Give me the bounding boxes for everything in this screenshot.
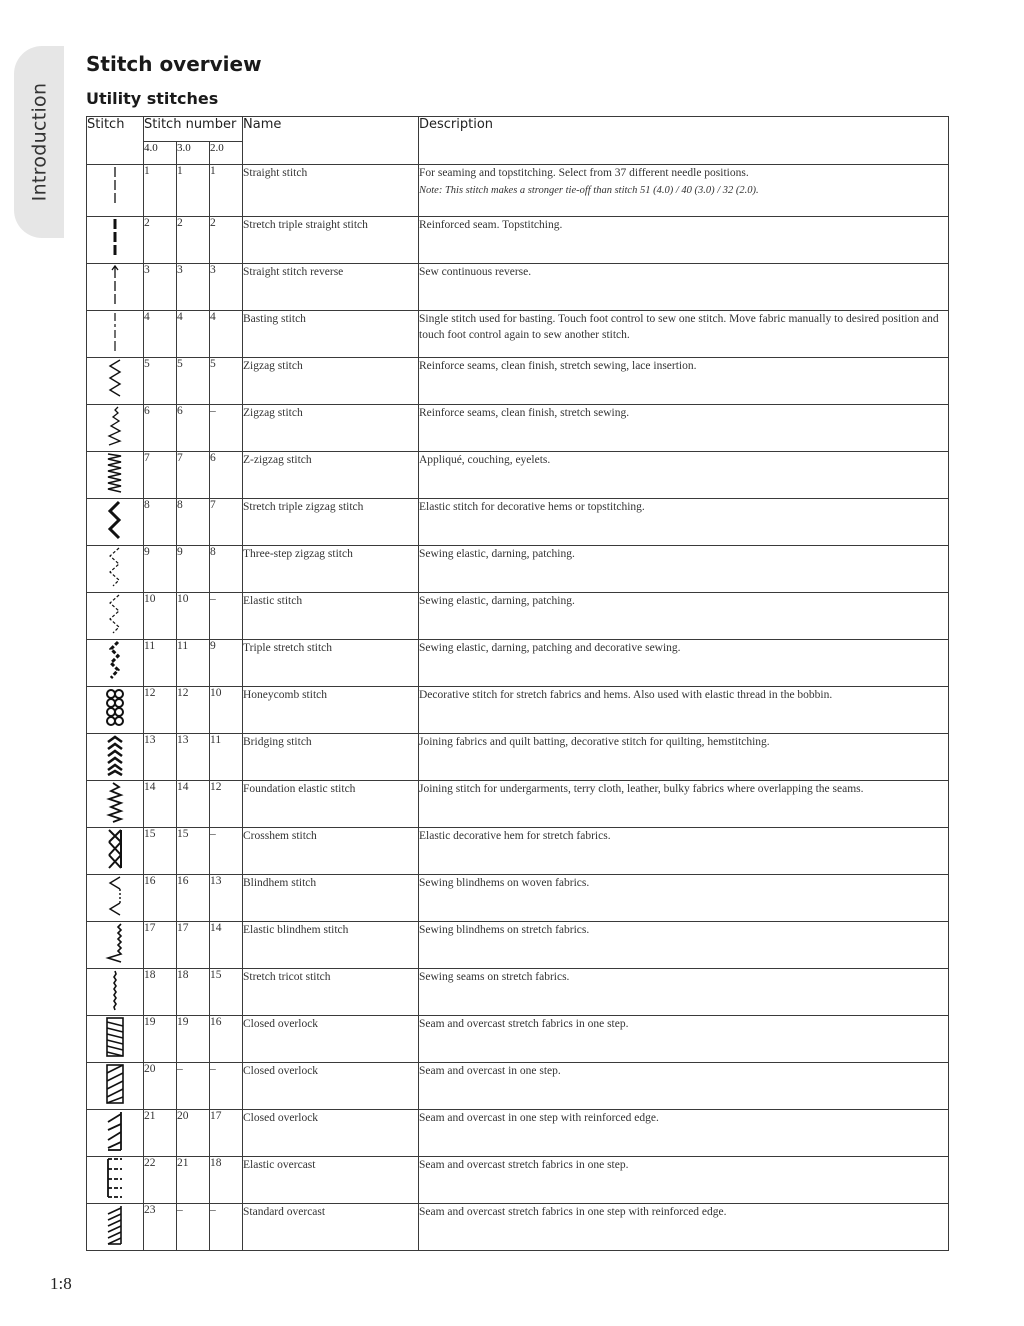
z-zigzag-stitch-icon	[105, 485, 125, 497]
stitch-number-3-0: 1	[177, 165, 210, 217]
table-row	[87, 311, 949, 358]
elastic-blindhem-stitch-icon	[105, 955, 125, 967]
stitch-description-cell	[419, 593, 949, 640]
page-title: Stitch overview	[86, 52, 262, 76]
stitch-number-4-0: 16	[144, 875, 177, 922]
stitch-description: Appliqué, couching, eyelets.	[419, 454, 551, 466]
stitch-name: Closed overlock	[243, 1110, 419, 1157]
stitch-number-4-0: 5	[144, 358, 177, 405]
stitch-name: Bridging stitch	[243, 734, 419, 781]
table-row	[87, 1110, 949, 1157]
table-row	[87, 969, 949, 1016]
table-row	[87, 452, 949, 499]
stitch-number-2-0: 1	[210, 165, 243, 217]
stitch-number-3-0: 15	[177, 828, 210, 875]
stitch-number-4-0: 13	[144, 734, 177, 781]
stitch-description-cell	[419, 165, 949, 217]
stitch-icon-cell	[87, 165, 144, 217]
stitch-icon-cell	[87, 1204, 144, 1251]
stitch-number-4-0: 2	[144, 217, 177, 264]
stitch-name: Elastic overcast	[243, 1157, 419, 1204]
stitch-number-3-0: –	[177, 1204, 210, 1251]
stitch-number-2-0: 16	[210, 1016, 243, 1063]
stitch-description: Reinforce seams, clean finish, stretch sewing, lace insertion.	[419, 360, 697, 372]
stitch-number-4-0: 22	[144, 1157, 177, 1204]
straight-stitch-reverse-icon	[105, 297, 125, 309]
stitch-number-2-0: –	[210, 828, 243, 875]
table-row	[87, 264, 949, 311]
stitch-icon-cell	[87, 687, 144, 734]
stitch-description-cell	[419, 734, 949, 781]
stitch-description: Elastic decorative hem for stretch fabrics.	[419, 830, 611, 842]
stitch-number-3-0: 9	[177, 546, 210, 593]
table-row	[87, 499, 949, 546]
stitch-number-3-0: 7	[177, 452, 210, 499]
stitch-icon-cell	[87, 546, 144, 593]
stitch-icon-cell	[87, 640, 144, 687]
stitch-number-2-0: 12	[210, 781, 243, 828]
stitch-number-2-0: –	[210, 405, 243, 452]
stitch-number-3-0: 5	[177, 358, 210, 405]
zigzag-stitch-icon	[105, 391, 125, 403]
stitch-number-4-0: 20	[144, 1063, 177, 1110]
stitch-icon-cell	[87, 922, 144, 969]
stitch-icon-cell	[87, 452, 144, 499]
stitch-name: Elastic stitch	[243, 593, 419, 640]
stitch-icon-cell	[87, 311, 144, 358]
stitch-description: Reinforced seam. Topstitching.	[419, 219, 563, 231]
stitch-description-cell	[419, 358, 949, 405]
stitch-number-3-0: –	[177, 1063, 210, 1110]
stitch-number-2-0: –	[210, 593, 243, 640]
stitch-icon-cell	[87, 499, 144, 546]
stitch-number-2-0: 7	[210, 499, 243, 546]
stitch-description: Reinforce seams, clean finish, stretch sewing.	[419, 407, 630, 419]
stretch-triple-zigzag-icon	[105, 532, 125, 544]
table-row	[87, 593, 949, 640]
stitch-name: Zigzag stitch	[243, 358, 419, 405]
stitch-description-cell	[419, 405, 949, 452]
three-step-zigzag-icon	[105, 579, 125, 591]
stitch-name: Foundation elastic stitch	[243, 781, 419, 828]
stitch-number-2-0: –	[210, 1204, 243, 1251]
stitch-number-3-0: 4	[177, 311, 210, 358]
stitch-icon-cell	[87, 734, 144, 781]
stitch-note: Note: This stitch makes a stronger tie-off than stitch 51 (4.0) / 40 (3.0) / 32 (2.0).	[419, 185, 759, 196]
stitch-number-4-0: 21	[144, 1110, 177, 1157]
stitch-name: Crosshem stitch	[243, 828, 419, 875]
stitch-name: Three-step zigzag stitch	[243, 546, 419, 593]
stitch-icon-cell	[87, 1063, 144, 1110]
side-tab-text: Introduction	[28, 82, 51, 202]
stitch-icon-cell	[87, 358, 144, 405]
stitch-number-4-0: 10	[144, 593, 177, 640]
table-row	[87, 405, 949, 452]
stitch-number-2-0: 17	[210, 1110, 243, 1157]
stitch-number-4-0: 6	[144, 405, 177, 452]
table-row	[87, 358, 949, 405]
stitch-name: Triple stretch stitch	[243, 640, 419, 687]
table-row	[87, 217, 949, 264]
stitch-icon-cell	[87, 1157, 144, 1204]
stitch-icon-cell	[87, 1016, 144, 1063]
stitch-icon-cell	[87, 781, 144, 828]
crosshem-stitch-icon	[105, 861, 125, 873]
header-stitch: Stitch	[87, 117, 144, 165]
header-description: Description	[419, 117, 949, 165]
table-row	[87, 1204, 949, 1251]
stitch-number-4-0: 14	[144, 781, 177, 828]
stitch-description: For seaming and topstitching. Select from 37 different needle positions.	[419, 167, 749, 179]
stitch-description-cell	[419, 546, 949, 593]
stitch-description-cell	[419, 264, 949, 311]
stitch-description-cell	[419, 1063, 949, 1110]
stitch-number-4-0: 23	[144, 1204, 177, 1251]
stitch-number-4-0: 19	[144, 1016, 177, 1063]
stitch-name: Basting stitch	[243, 311, 419, 358]
bridging-stitch-icon	[105, 767, 125, 779]
table-row	[87, 687, 949, 734]
stitch-name: Closed overlock	[243, 1016, 419, 1063]
stitch-number-2-0: 10	[210, 687, 243, 734]
stitch-icon-cell	[87, 217, 144, 264]
stitch-icon-cell	[87, 405, 144, 452]
stitch-number-4-0: 9	[144, 546, 177, 593]
stitch-description-cell	[419, 969, 949, 1016]
stitch-description: Sewing seams on stretch fabrics.	[419, 971, 570, 983]
stitch-number-2-0: 9	[210, 640, 243, 687]
stitch-number-3-0: 12	[177, 687, 210, 734]
stitch-number-3-0: 17	[177, 922, 210, 969]
stitch-number-3-0: 2	[177, 217, 210, 264]
stitch-number-3-0: 11	[177, 640, 210, 687]
header-stitch-number: Stitch number	[144, 117, 243, 142]
stitch-number-4-0: 4	[144, 311, 177, 358]
stitch-icon-cell	[87, 828, 144, 875]
stitch-number-3-0: 20	[177, 1110, 210, 1157]
stitch-name: Blindhem stitch	[243, 875, 419, 922]
stitch-description-cell	[419, 828, 949, 875]
stitch-number-3-0: 10	[177, 593, 210, 640]
stitch-description: Sewing blindhems on woven fabrics.	[419, 877, 590, 889]
stitch-number-3-0: 3	[177, 264, 210, 311]
stitch-number-3-0: 13	[177, 734, 210, 781]
stitch-number-4-0: 15	[144, 828, 177, 875]
stitch-number-2-0: 13	[210, 875, 243, 922]
stitch-icon-cell	[87, 969, 144, 1016]
stitch-description: Sewing blindhems on stretch fabrics.	[419, 924, 590, 936]
table-row	[87, 1063, 949, 1110]
stitch-number-2-0: 14	[210, 922, 243, 969]
table-row	[87, 165, 949, 217]
stitch-number-4-0: 7	[144, 452, 177, 499]
stitch-name: Zigzag stitch	[243, 405, 419, 452]
stitch-number-2-0: –	[210, 1063, 243, 1110]
stitch-name: Standard overcast	[243, 1204, 419, 1251]
stretch-tricot-stitch-icon	[105, 1002, 125, 1014]
stitch-description: Elastic stitch for decorative hems or topstitching.	[419, 501, 645, 513]
stitch-description: Sewing elastic, darning, patching.	[419, 548, 575, 560]
stitch-description: Sewing elastic, darning, patching.	[419, 595, 575, 607]
stitch-number-2-0: 15	[210, 969, 243, 1016]
table-row	[87, 1157, 949, 1204]
stitch-number-2-0: 11	[210, 734, 243, 781]
page-number: 1:8	[50, 1274, 72, 1293]
stitch-number-4-0: 11	[144, 640, 177, 687]
table-row	[87, 1016, 949, 1063]
stitch-number-4-0: 8	[144, 499, 177, 546]
stitch-number-2-0: 18	[210, 1157, 243, 1204]
stitch-description: Seam and overcast in one step with reinforced edge.	[419, 1112, 659, 1124]
stitch-number-2-0: 3	[210, 264, 243, 311]
stitch-number-4-0: 17	[144, 922, 177, 969]
header-version-4-0: 4.0	[144, 142, 177, 165]
stitch-description-cell	[419, 687, 949, 734]
header-version-2-0: 2.0	[210, 142, 243, 165]
stitch-description: Seam and overcast stretch fabrics in one step.	[419, 1018, 629, 1030]
stitch-icon-cell	[87, 1110, 144, 1157]
stitch-description: Single stitch used for basting. Touch foot control to sew one stitch. Move fabric manually to desired position and touch foot control again to sew another stitch.	[419, 313, 939, 341]
stitch-name: Straight stitch	[243, 165, 419, 217]
table-row	[87, 640, 949, 687]
stitch-description-cell	[419, 452, 949, 499]
stitch-number-4-0: 3	[144, 264, 177, 311]
stretch-triple-straight-stitch-icon	[105, 248, 125, 260]
stitch-description-cell	[419, 1016, 949, 1063]
stitch-description: Decorative stitch for stretch fabrics and hems. Also used with elastic thread in the bobbin.	[419, 689, 833, 701]
closed-overlock-a-icon	[104, 1049, 126, 1061]
stitch-number-4-0: 18	[144, 969, 177, 1016]
stitch-description-cell	[419, 311, 949, 358]
closed-overlock-b-icon	[104, 1096, 126, 1108]
stitch-number-3-0: 8	[177, 499, 210, 546]
stitch-description-cell	[419, 217, 949, 264]
stitch-number-2-0: 5	[210, 358, 243, 405]
stitch-icon-cell	[87, 875, 144, 922]
stitch-description: Seam and overcast in one step.	[419, 1065, 561, 1077]
stitch-name: Stretch triple straight stitch	[243, 217, 419, 264]
stitch-number-2-0: 2	[210, 217, 243, 264]
table-row	[87, 922, 949, 969]
stitch-description: Sewing elastic, darning, patching and decorative sewing.	[419, 642, 681, 654]
header-version-3-0: 3.0	[177, 142, 210, 165]
stitch-name: Closed overlock	[243, 1063, 419, 1110]
utility-stitches-table	[86, 116, 949, 1251]
stitch-description-cell	[419, 640, 949, 687]
blindhem-stitch-icon	[105, 908, 125, 920]
table-row	[87, 546, 949, 593]
stitch-number-4-0: 1	[144, 165, 177, 217]
table-row	[87, 781, 949, 828]
straight-stitch-icon	[105, 196, 125, 208]
elastic-stitch-icon	[105, 626, 125, 638]
table-row	[87, 875, 949, 922]
stitch-description-cell	[419, 781, 949, 828]
stitch-number-3-0: 21	[177, 1157, 210, 1204]
stitch-description-cell	[419, 922, 949, 969]
foundation-elastic-stitch-icon	[105, 814, 125, 826]
stitch-description: Seam and overcast stretch fabrics in one step with reinforced edge.	[419, 1206, 727, 1218]
stitch-description-cell	[419, 875, 949, 922]
stitch-description: Joining stitch for undergarments, terry cloth, leather, bulky fabrics where overlapping the seams.	[419, 783, 864, 795]
stitch-icon-cell	[87, 264, 144, 311]
stitch-number-2-0: 4	[210, 311, 243, 358]
stitch-number-2-0: 8	[210, 546, 243, 593]
table-row	[87, 734, 949, 781]
stitch-icon-cell	[87, 593, 144, 640]
section-title: Utility stitches	[86, 89, 219, 108]
stitch-number-3-0: 18	[177, 969, 210, 1016]
stitch-number-3-0: 19	[177, 1016, 210, 1063]
stitch-number-2-0: 6	[210, 452, 243, 499]
stitch-name: Stretch triple zigzag stitch	[243, 499, 419, 546]
stitch-description: Joining fabrics and quilt batting, decorative stitch for quilting, hemstitching.	[419, 736, 770, 748]
section-side-tab-label	[14, 46, 64, 238]
elastic-overcast-icon	[104, 1190, 126, 1202]
triple-stretch-stitch-icon	[105, 673, 125, 685]
stitch-number-3-0: 16	[177, 875, 210, 922]
stitch-description-cell	[419, 1157, 949, 1204]
stitch-name: Z-zigzag stitch	[243, 452, 419, 499]
header-name: Name	[243, 117, 419, 165]
basting-stitch-icon	[105, 344, 125, 356]
standard-overcast-icon	[104, 1237, 126, 1249]
stitch-description-cell	[419, 499, 949, 546]
stitch-number-4-0: 12	[144, 687, 177, 734]
stitch-name: Stretch tricot stitch	[243, 969, 419, 1016]
stitch-description-cell	[419, 1110, 949, 1157]
honeycomb-stitch-icon	[105, 720, 125, 732]
stitch-number-3-0: 6	[177, 405, 210, 452]
stitch-number-3-0: 14	[177, 781, 210, 828]
stitch-description: Sew continuous reverse.	[419, 266, 532, 278]
stitch-description-cell	[419, 1204, 949, 1251]
stitch-name: Honeycomb stitch	[243, 687, 419, 734]
stitch-name: Elastic blindhem stitch	[243, 922, 419, 969]
closed-overlock-c-icon	[104, 1143, 126, 1155]
zigzag-stitch-varied-icon	[105, 438, 125, 450]
stitch-description: Seam and overcast stretch fabrics in one step.	[419, 1159, 629, 1171]
stitch-name: Straight stitch reverse	[243, 264, 419, 311]
table-row	[87, 828, 949, 875]
